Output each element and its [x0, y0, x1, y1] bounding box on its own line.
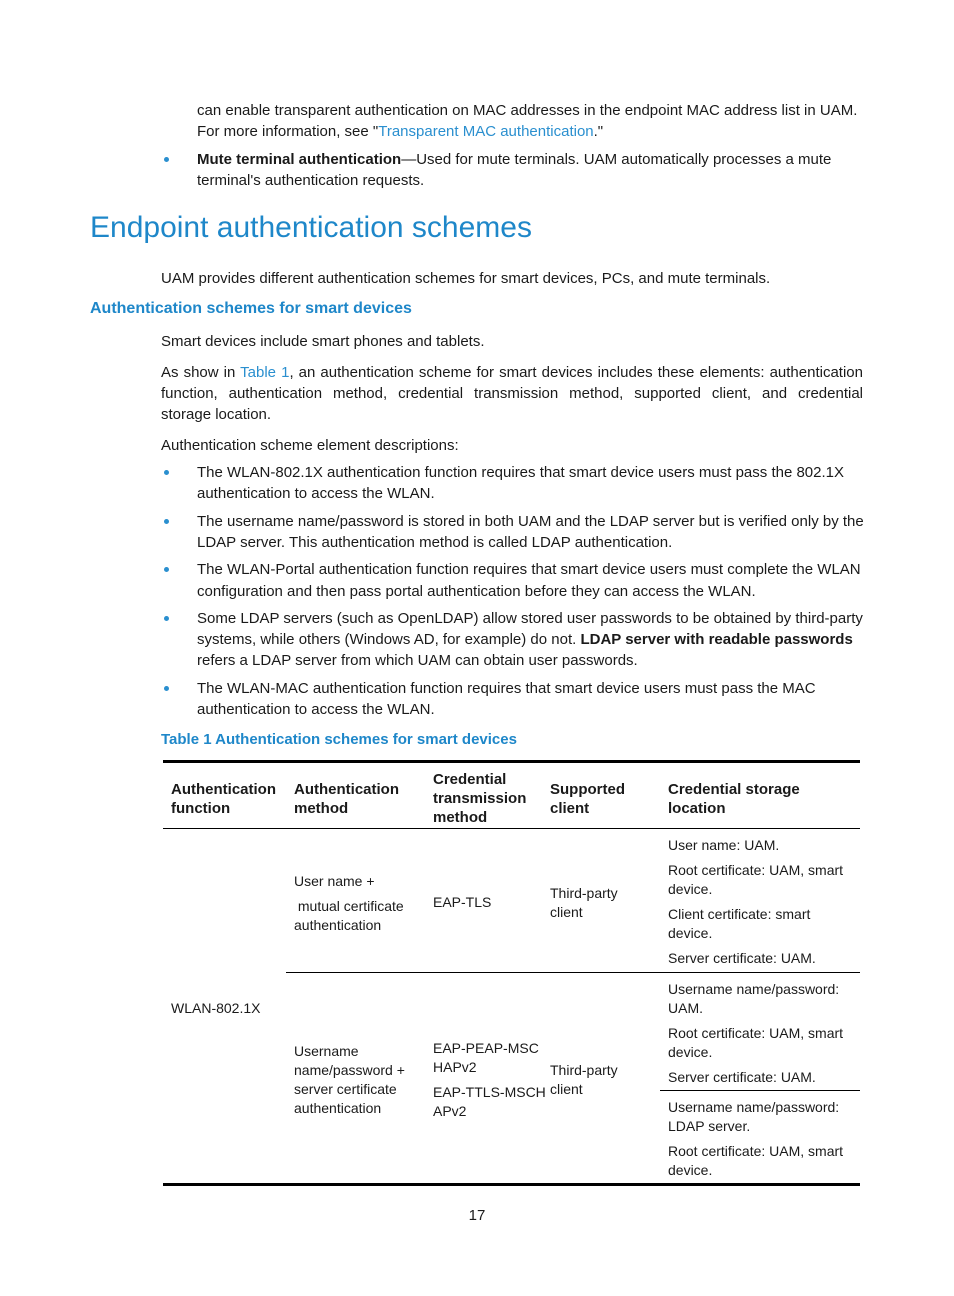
list-item: Some LDAP servers (such as OpenLDAP) allow stored user passwords to be obtained by third-party — [197, 610, 863, 627]
list-item: The username name/password is stored in both UAM and the LDAP server but is verified only by the — [197, 513, 864, 530]
bullet-icon — [164, 616, 169, 621]
cell-client-row-2: Third-party client — [550, 1062, 618, 1097]
cell-transmission-row-2: EAP-PEAP-MSC HAPv2 EAP-TTLS-MSCH APv2 — [433, 1040, 546, 1119]
cell-storage-row-1: User name: UAM. Root certificate: UAM, smart device. Client certificate: smart device. Server certificate: UAM. — [668, 837, 844, 966]
cell-function: WLAN-802.1X — [171, 1000, 261, 1016]
table-subrow-divider — [660, 1090, 860, 1091]
bullet-icon — [164, 567, 169, 572]
cell-transmission-row-1: EAP-TLS — [433, 894, 492, 910]
cell-method-row-2: Username name/password + server certificate authentication — [294, 1043, 405, 1116]
bullet-icon — [164, 470, 169, 475]
table-row-divider — [286, 972, 860, 973]
list-item: authentication to access the WLAN. — [197, 701, 435, 718]
header-supported-client: Supported client — [550, 781, 625, 817]
cell-storage-row-2a: Username name/password: UAM. Root certificate: UAM, smart device. Server certificate: UAM. — [668, 981, 844, 1085]
table-header-rule — [163, 828, 860, 829]
list-item: configuration and then pass portal authentication before they can access the WLAN. — [197, 583, 756, 600]
list-item: systems, while others (Windows AD, for example) do not. LDAP server with readable passwords — [197, 631, 853, 648]
mute-terminal-line-2: terminal's authentication requests. — [197, 172, 425, 189]
list-item: The WLAN-802.1X authentication function requires that smart device users must pass the 802.1X — [197, 464, 845, 481]
list-item: LDAP server. This authentication method is called LDAP authentication. — [197, 534, 673, 551]
header-credential-storage: Credential storage location — [668, 781, 800, 817]
list-item: refers a LDAP server from which UAM can obtain user passwords. — [197, 652, 638, 669]
header-credential-transmission: Credential transmission method — [433, 771, 527, 826]
intro-line-2: For more information, see "Transparent MAC authentication." — [197, 123, 604, 140]
mute-terminal-line-1: Mute terminal authentication—Used for mute terminals. UAM automatically processes a mute — [197, 151, 832, 168]
cell-client-row-1: Third-party client — [550, 885, 618, 920]
table-top-rule — [163, 760, 860, 763]
bullet-icon — [164, 686, 169, 691]
paragraph-smart-devices: Smart devices include smart phones and tablets. — [161, 333, 485, 350]
paragraph-descriptions: Authentication scheme element descriptions: — [161, 437, 459, 454]
list-item: The WLAN-Portal authentication function requires that smart device users must complete the WLAN — [197, 561, 861, 578]
paragraph-elements-line-2: function, authentication method, credential transmission method, supported client, and credential — [161, 385, 863, 402]
transparent-mac-link[interactable]: Transparent MAC authentication — [378, 123, 594, 140]
page-number: 17 — [468, 1207, 486, 1224]
section-title: Endpoint authentication schemes — [90, 211, 532, 244]
header-authentication-function: Authentication function — [171, 781, 276, 817]
header-authentication-method: Authentication method — [294, 781, 399, 817]
paragraph-elements-line-1: As show in Table 1, an authentication scheme for smart devices includes these elements: authentication — [161, 364, 863, 381]
cell-method-row-1: User name + mutual certificate authentication — [294, 873, 404, 933]
subsection-title: Authentication schemes for smart devices — [90, 300, 412, 317]
list-item: The WLAN-MAC authentication function requires that smart device users must pass the MAC — [197, 680, 816, 697]
intro-line-1: can enable transparent authentication on MAC addresses in the endpoint MAC address list in UAM. — [197, 102, 858, 119]
table-caption: Table 1 Authentication schemes for smart devices — [161, 731, 517, 748]
cell-storage-row-2b: Username name/password: LDAP server. Root certificate: UAM, smart device. — [668, 1099, 844, 1178]
list-item: authentication to access the WLAN. — [197, 485, 435, 502]
table-bottom-rule — [163, 1183, 860, 1186]
section-intro: UAM provides different authentication schemes for smart devices, PCs, and mute terminals. — [161, 270, 771, 287]
paragraph-elements-line-3: storage location. — [161, 406, 272, 423]
table-1-link[interactable]: Table 1 — [240, 364, 290, 381]
bullet-icon — [164, 519, 169, 524]
bullet-icon — [164, 157, 169, 162]
